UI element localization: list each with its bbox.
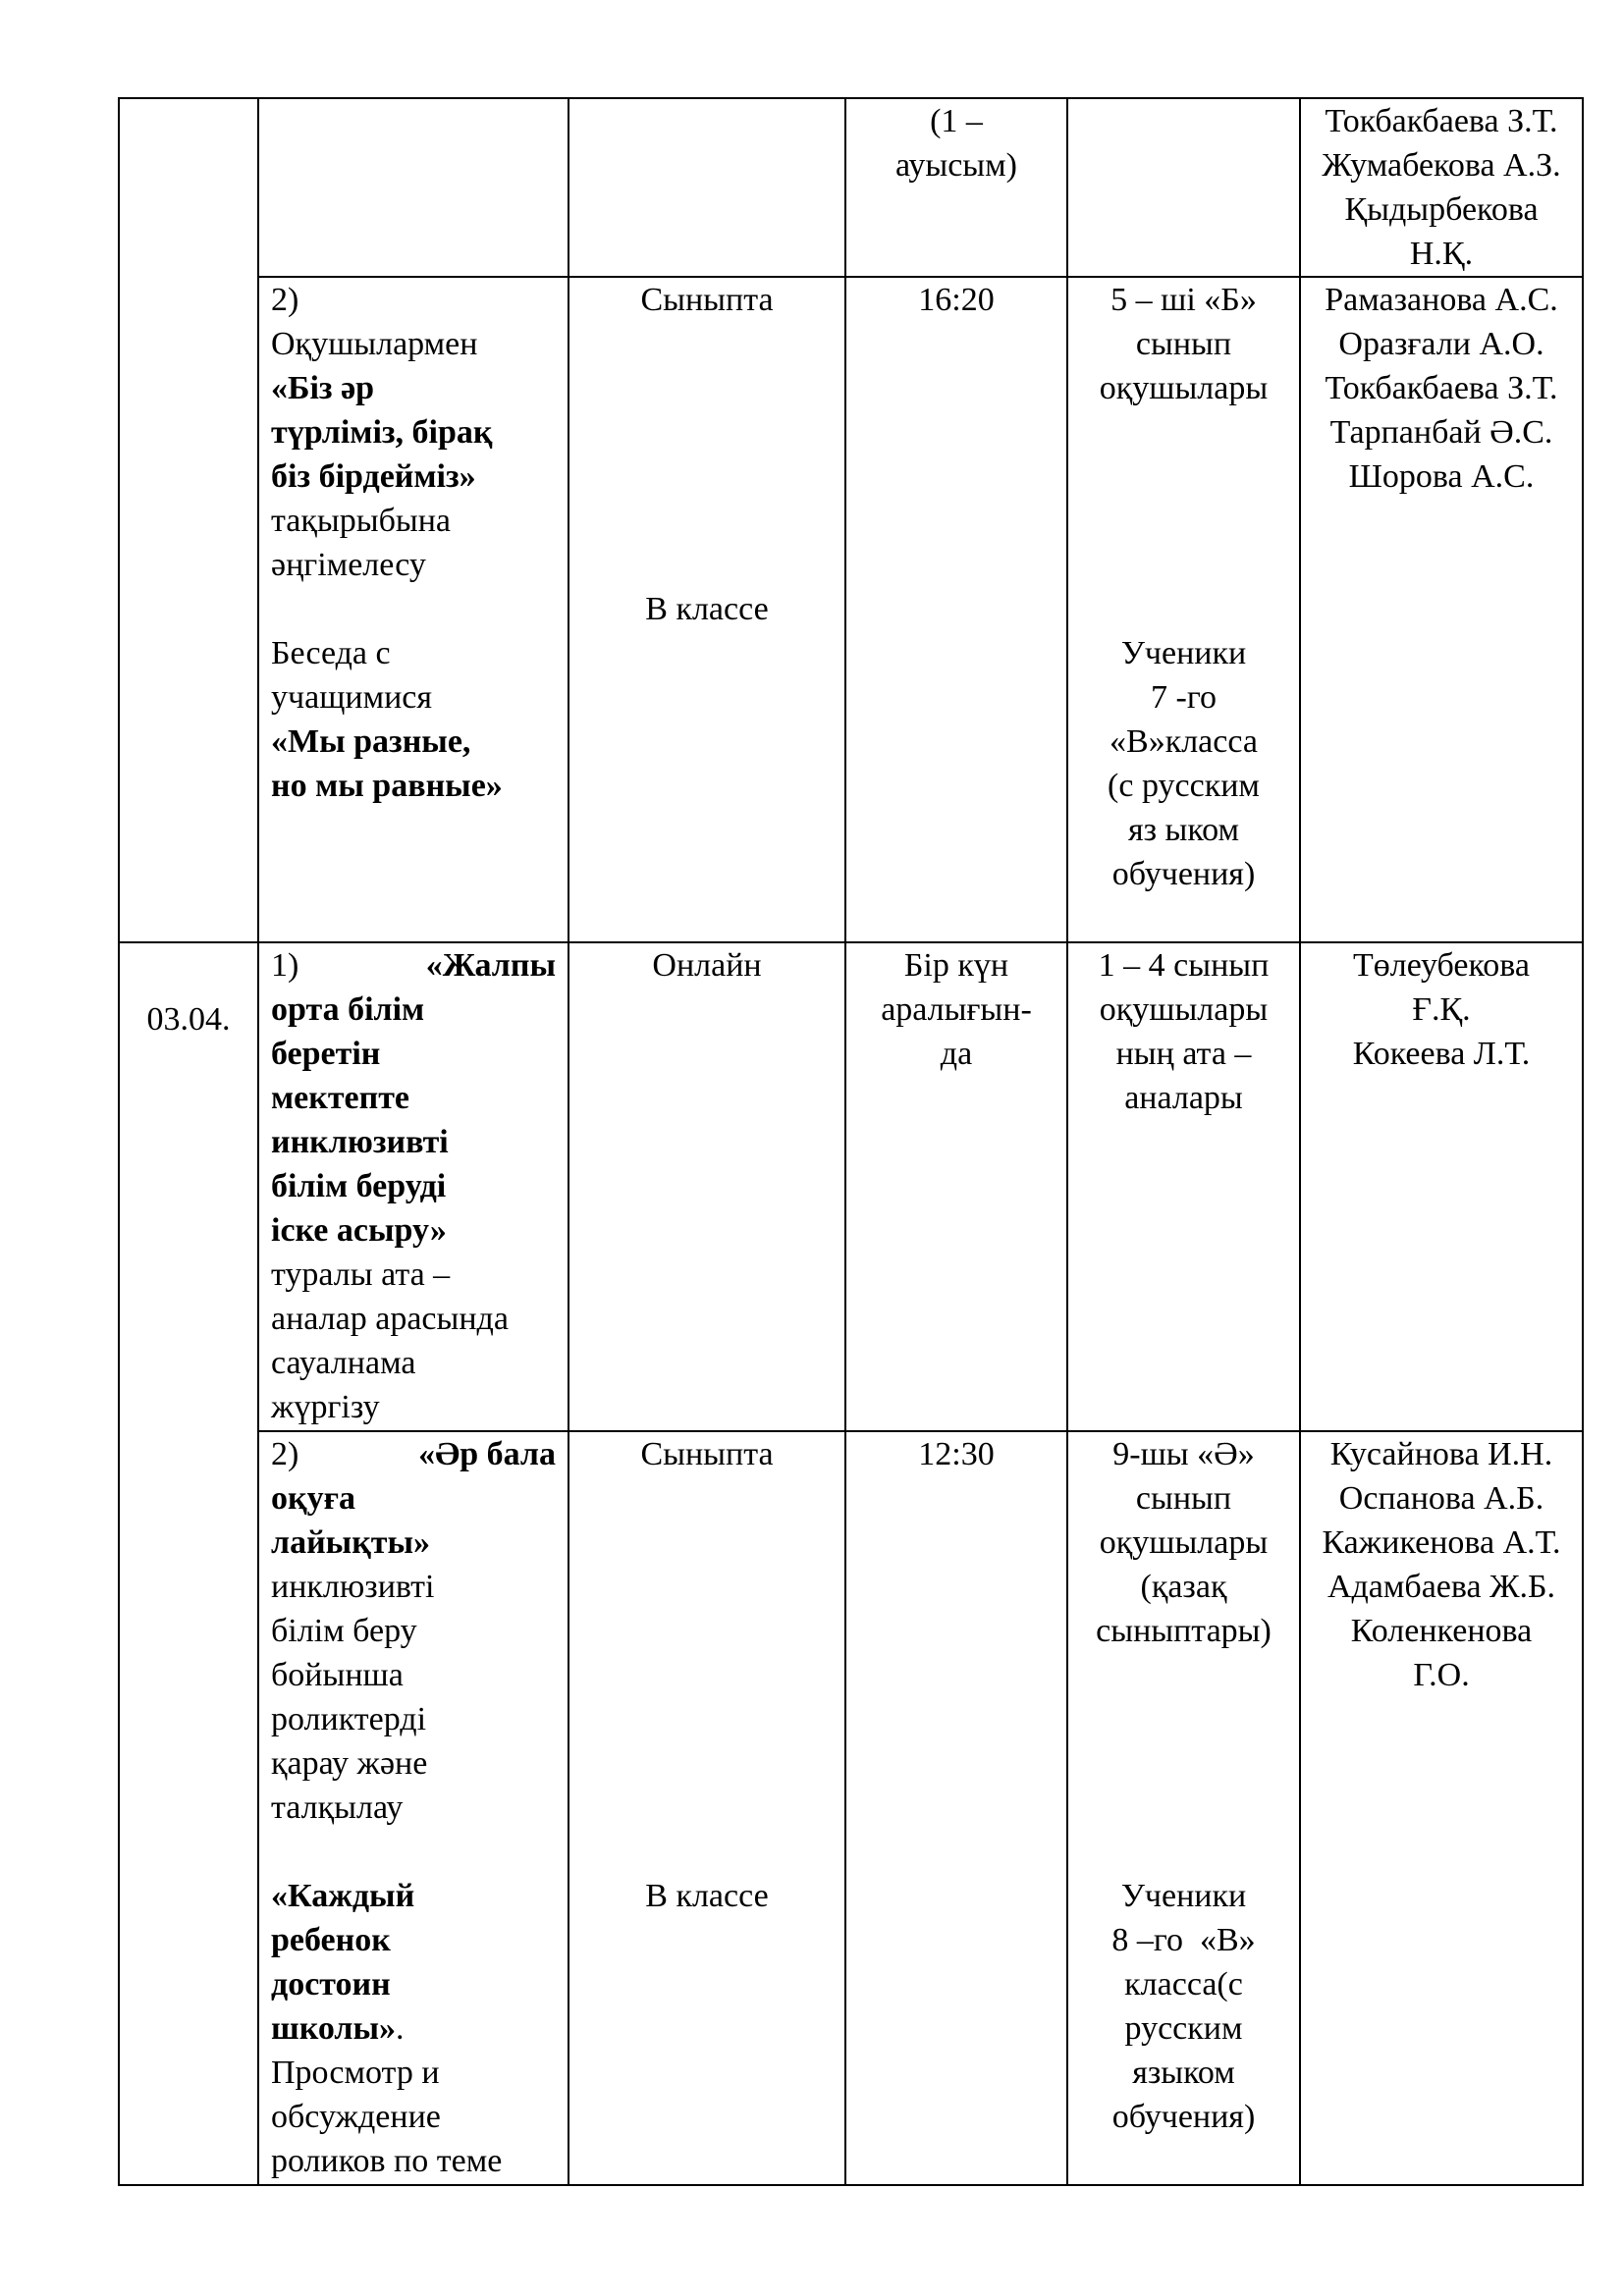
date-cell: 03.04. — [119, 942, 258, 2185]
venue-cell — [568, 98, 845, 277]
table-row — [119, 1431, 1583, 2185]
venue-cell: Онлайн — [568, 942, 845, 1431]
participants-cell — [1067, 98, 1300, 277]
responsible-cell: Рамазанова А.С. Оразғали А.О. Токбакбаева З.Т. Тарпанбай Ә.С. Шорова А.С. — [1300, 277, 1583, 942]
responsible-cell: Токбакбаева З.Т. Жумабекова А.З. Қыдырбекова Н.Қ. — [1300, 98, 1583, 277]
table-row — [119, 98, 1583, 277]
event-cell — [258, 98, 568, 277]
time-cell: 16:20 — [845, 277, 1067, 942]
event-cell: 1) «Жалпы орта білім беретін мектепте инклюзивті білім беруді іске асыру» туралы ата – аналар арасында сауалнама жүргізу — [258, 942, 568, 1431]
table-row — [119, 942, 1583, 1431]
event-cell: 2) Оқушылармен «Біз әр түрліміз, бірақ біз бірдейміз» тақырыбына әңгімелесу Беседа с учащимися «Мы разные, но мы равные» — [258, 277, 568, 942]
participants-cell: 1 – 4 сынып оқушылары ның ата – аналары — [1067, 942, 1300, 1431]
event-cell: 2) «Әр бала оқуға лайықты» инклюзивті білім беру бойынша роликтерді қарау және талқылау «Каждый ребенок достоин школы». Просмотр и обсуждение роликов по теме — [258, 1431, 568, 2185]
responsible-cell: Төлеубекова Ғ.Қ. Кокеева Л.Т. — [1300, 942, 1583, 1431]
venue-cell: Сыныпта В классе — [568, 1431, 845, 2185]
participants-cell: 9-шы «Ә» сынып оқушылары (қазақ сыныптары) Ученики 8 –го «В» класса(с русским языком обучения) — [1067, 1431, 1300, 2185]
time-cell: 12:30 — [845, 1431, 1067, 2185]
venue-cell: Сыныпта В классе — [568, 277, 845, 942]
time-cell: Бір күн аралығын- да — [845, 942, 1067, 1431]
events-table — [118, 97, 1584, 2186]
responsible-cell: Кусайнова И.Н. Оспанова А.Б. Кажикенова А.Т. Адамбаева Ж.Б. Коленкенова Г.О. — [1300, 1431, 1583, 2185]
table-row — [119, 277, 1583, 942]
date-cell — [119, 98, 258, 942]
time-cell: (1 – ауысым) — [845, 98, 1067, 277]
participants-cell: 5 – ші «Б» сынып оқушылары Ученики 7 -го «В»класса (с русским яз ыком обучения) — [1067, 277, 1300, 942]
